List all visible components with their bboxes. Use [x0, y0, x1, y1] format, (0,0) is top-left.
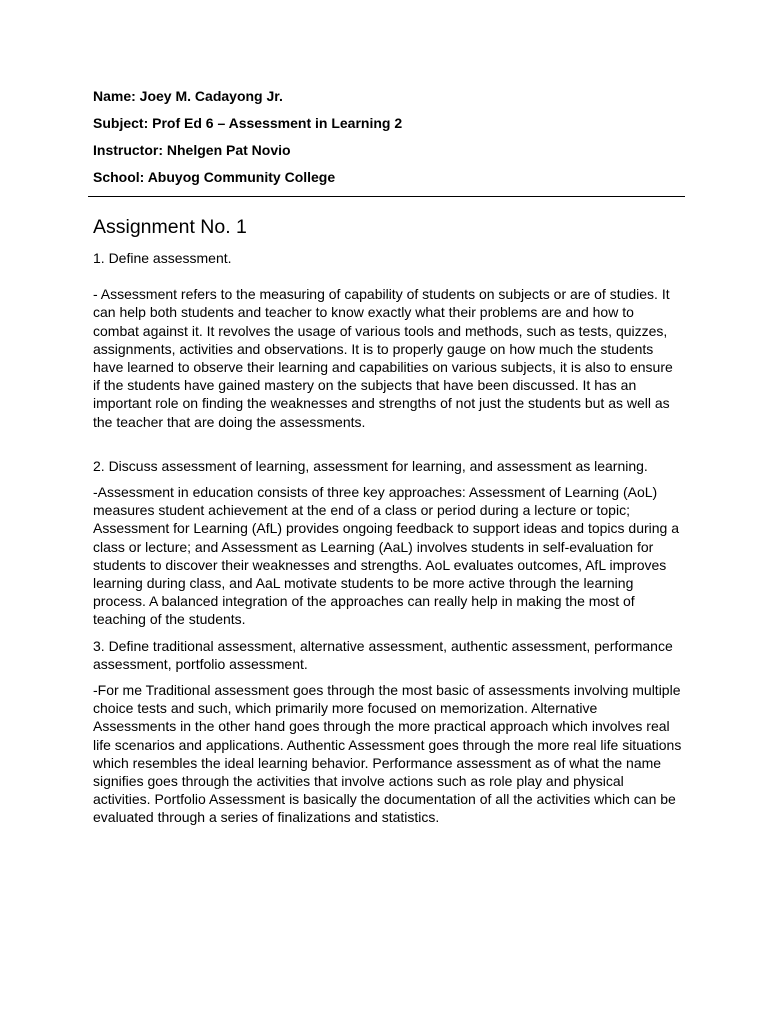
student-name: Name: Joey M. Cadayong Jr. [93, 88, 283, 104]
answer-3: -For me Traditional assessment goes through the most basic of assessments involving multiple choice tests and such, which primarily more focused on memorization. Alternative Assessments in the other hand goes through the more practical approach which involves real life scenarios and applications. Authentic Assessment goes through the more real life situations which resembles the ideal learning behavior. Performance assessment as of what the name signifies goes through the activities that involve actions such as role play and physical activities. Portfolio Assessment is basically the documentation of all the activities which can be evaluated through a series of finalizations and statistics. [93, 682, 682, 826]
assignment-title: Assignment No. 1 [93, 216, 247, 238]
question-3: 3. Define traditional assessment, alternative assessment, authentic assessment, performance assessment, portfolio assessment. [93, 637, 673, 672]
header-divider [88, 196, 685, 197]
school-line: School: Abuyog Community College [93, 169, 336, 185]
header-block [93, 86, 683, 194]
answer-1: - Assessment refers to the measuring of capability of students on subjects or are of studies. It can help both students and teacher to know exactly what their problems are and how to combat against it. It revolves the usage of various tools and methods, such as tests, quizzes, assignments, activities and observations. It is to properly gauge on how much the students have learned to observe their learning and capabilities on various subjects, it is also to ensure if the students have gained mastery on the subjects that have been discussed. It has an important role on finding the weaknesses and strengths of not just the students but as well as the teacher that are doing the assessments. [93, 286, 673, 430]
subject-line: Subject: Prof Ed 6 – Assessment in Learning 2 [93, 115, 403, 131]
question-2: 2. Discuss assessment of learning, assessment for learning, and assessment as learning. [93, 457, 648, 474]
instructor-line: Instructor: Nhelgen Pat Novio [93, 142, 291, 158]
answer-2: -Assessment in education consists of three key approaches: Assessment of Learning (AoL) measures student achievement at the end of a class or period during a lecture or topic; Assessment for Learning (AfL) provides ongoing feedback to support ideas and topics during a class or lecture; and Assessment as Learning (AaL) involves students in self-evaluation for students to discover their weaknesses and strengths. AoL evaluates outcomes, AfL improves learning during class, and AaL motivate students to be more active through the learning process. A balanced integration of the approaches can really help in making the most of teaching of the students. [93, 484, 680, 628]
question-1: 1. Define assessment. [93, 250, 232, 266]
assignment-body [93, 214, 683, 827]
